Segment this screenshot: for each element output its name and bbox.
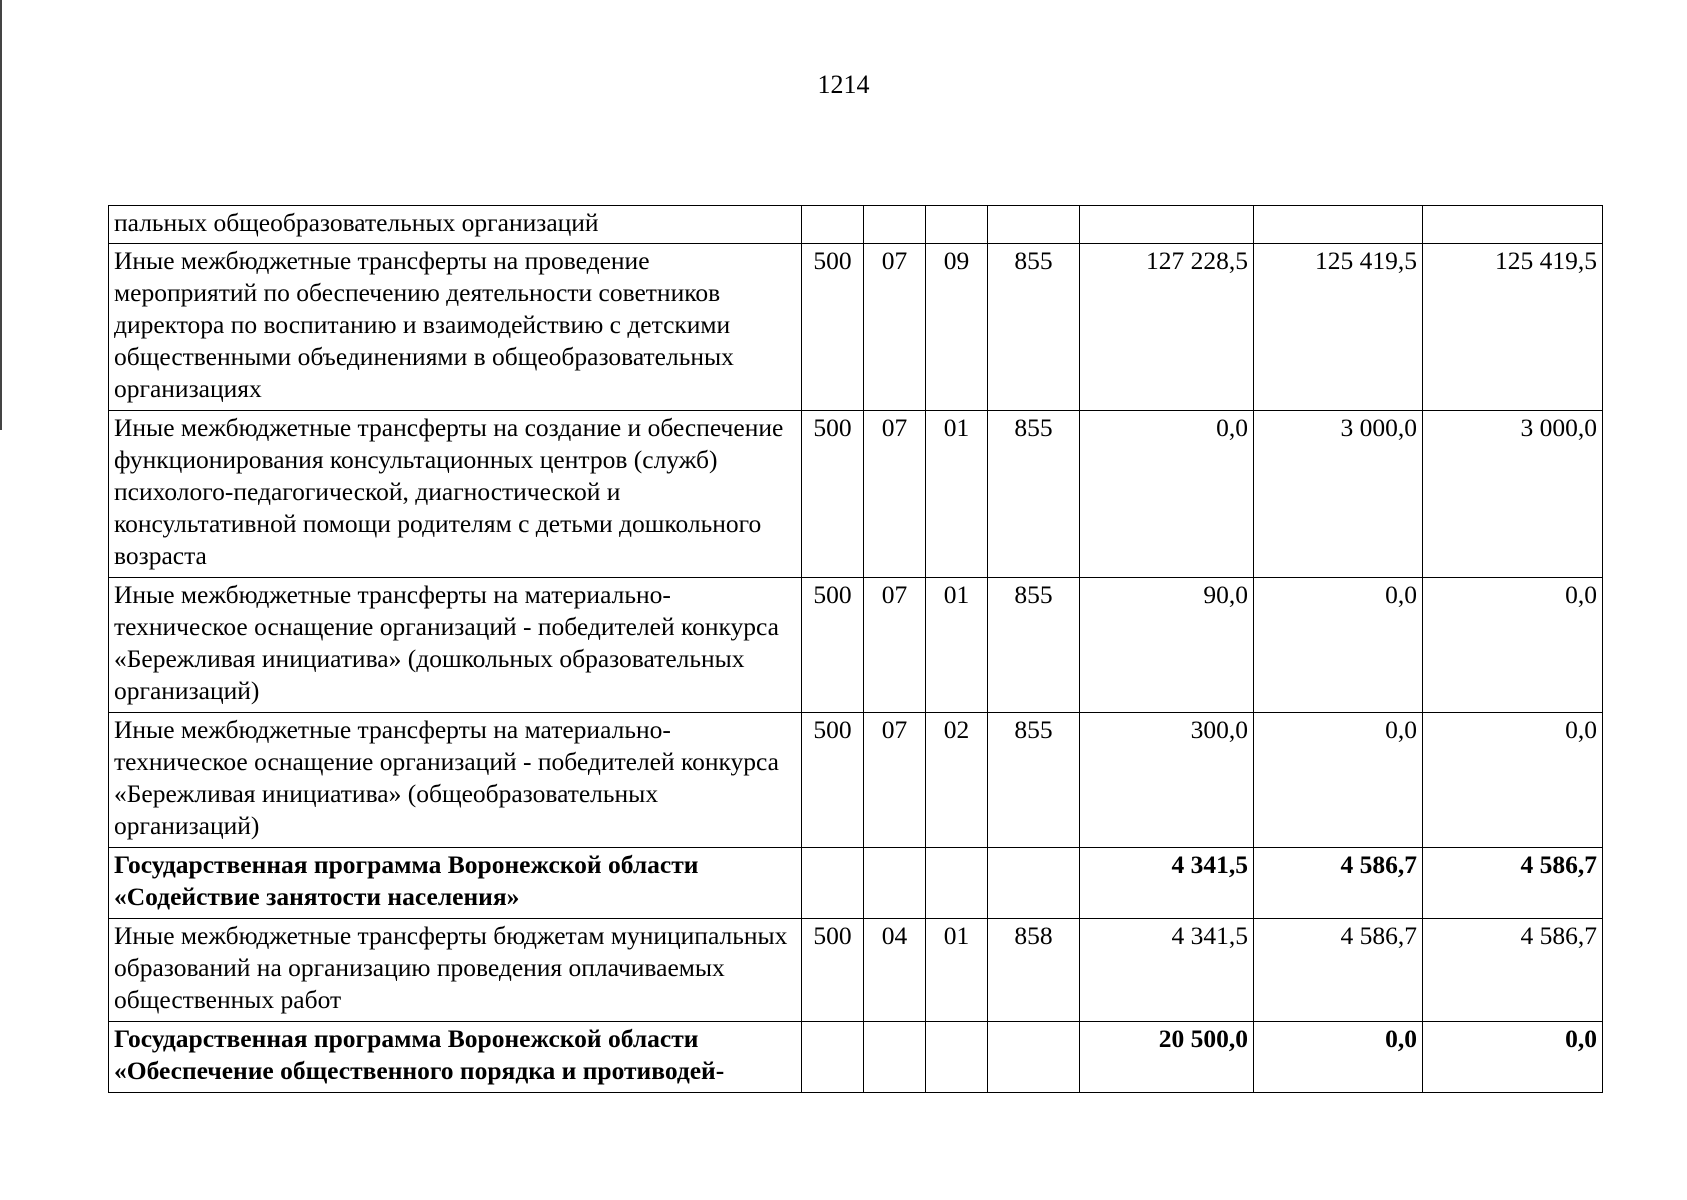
- code-expense-type: [988, 206, 1080, 244]
- amount-year-2: 3 000,0: [1254, 411, 1423, 578]
- amount-year-2: 0,0: [1254, 1022, 1423, 1093]
- code-subsection: 01: [926, 411, 988, 578]
- amount-year-3: 0,0: [1423, 713, 1603, 848]
- code-ministry: 500: [802, 244, 864, 411]
- code-section: 07: [864, 578, 926, 713]
- code-subsection: 09: [926, 244, 988, 411]
- amount-year-3: 4 586,7: [1423, 919, 1603, 1022]
- code-section: [864, 1022, 926, 1093]
- row-name: Иные межбюджетные трансферты на проведение мероприятий по обеспечению деятельности советников директора по воспитанию и взаимодействию с детскими общественными объединениями в общеобразовательных организациях: [109, 244, 802, 411]
- code-expense-type: 855: [988, 578, 1080, 713]
- code-section: 07: [864, 713, 926, 848]
- code-subsection: [926, 1022, 988, 1093]
- amount-year-2: 125 419,5: [1254, 244, 1423, 411]
- table-row: [109, 578, 1603, 713]
- code-expense-type: 855: [988, 244, 1080, 411]
- amount-year-1: 4 341,5: [1080, 848, 1254, 919]
- code-expense-type: 858: [988, 919, 1080, 1022]
- amount-year-3: 3 000,0: [1423, 411, 1603, 578]
- table-body: [109, 206, 1603, 1093]
- code-section: [864, 206, 926, 244]
- amount-year-3: 0,0: [1423, 1022, 1603, 1093]
- code-subsection: [926, 206, 988, 244]
- code-ministry: [802, 1022, 864, 1093]
- code-expense-type: 855: [988, 411, 1080, 578]
- amount-year-1: 20 500,0: [1080, 1022, 1254, 1093]
- page-number: 1214: [817, 70, 870, 99]
- amount-year-3: 4 586,7: [1423, 848, 1603, 919]
- code-section: [864, 848, 926, 919]
- table-row-program-heading: [109, 1022, 1603, 1093]
- code-ministry: 500: [802, 713, 864, 848]
- code-subsection: [926, 848, 988, 919]
- code-subsection: 01: [926, 578, 988, 713]
- scan-edge-line: [0, 0, 2, 430]
- code-subsection: 02: [926, 713, 988, 848]
- row-name: Государственная программа Воронежской области «Обеспечение общественного порядка и противодей-: [109, 1022, 802, 1093]
- amount-year-1: 300,0: [1080, 713, 1254, 848]
- amount-year-2: 4 586,7: [1254, 848, 1423, 919]
- code-expense-type: [988, 1022, 1080, 1093]
- amount-year-1: 90,0: [1080, 578, 1254, 713]
- amount-year-2: 4 586,7: [1254, 919, 1423, 1022]
- code-subsection: 01: [926, 919, 988, 1022]
- row-name: Государственная программа Воронежской области «Содействие занятости населения»: [109, 848, 802, 919]
- row-name: Иные межбюджетные трансферты на материально-техническое оснащение организаций - победителей конкурса «Бережливая инициатива» (общеобразовательных организаций): [109, 713, 802, 848]
- amount-year-1: [1080, 206, 1254, 244]
- row-name: Иные межбюджетные трансферты на материально-техническое оснащение организаций - победителей конкурса «Бережливая инициатива» (дошкольных образовательных организаций): [109, 578, 802, 713]
- amount-year-1: 0,0: [1080, 411, 1254, 578]
- row-name: пальных общеобразовательных организаций: [109, 206, 802, 244]
- code-ministry: 500: [802, 411, 864, 578]
- table-row: [109, 919, 1603, 1022]
- table-row: [109, 713, 1603, 848]
- table-row: [109, 206, 1603, 244]
- amount-year-1: 127 228,5: [1080, 244, 1254, 411]
- code-ministry: 500: [802, 578, 864, 713]
- code-expense-type: 855: [988, 713, 1080, 848]
- budget-table: [108, 205, 1603, 1093]
- amount-year-3: 125 419,5: [1423, 244, 1603, 411]
- amount-year-2: 0,0: [1254, 713, 1423, 848]
- code-ministry: [802, 848, 864, 919]
- amount-year-2: 0,0: [1254, 578, 1423, 713]
- table-row: [109, 411, 1603, 578]
- code-expense-type: [988, 848, 1080, 919]
- code-section: 04: [864, 919, 926, 1022]
- code-ministry: 500: [802, 919, 864, 1022]
- code-ministry: [802, 206, 864, 244]
- row-name: Иные межбюджетные трансферты бюджетам муниципальных образований на организацию проведения оплачиваемых общественных работ: [109, 919, 802, 1022]
- amount-year-3: 0,0: [1423, 578, 1603, 713]
- table-row-program-heading: [109, 848, 1603, 919]
- amount-year-3: [1423, 206, 1603, 244]
- amount-year-2: [1254, 206, 1423, 244]
- row-name: Иные межбюджетные трансферты на создание и обеспечение функционирования консультационных центров (служб) психолого-педагогической, диагностической и консультативной помощи родителям с детьми дошкольного возраста: [109, 411, 802, 578]
- amount-year-1: 4 341,5: [1080, 919, 1254, 1022]
- code-section: 07: [864, 411, 926, 578]
- table-row: [109, 244, 1603, 411]
- code-section: 07: [864, 244, 926, 411]
